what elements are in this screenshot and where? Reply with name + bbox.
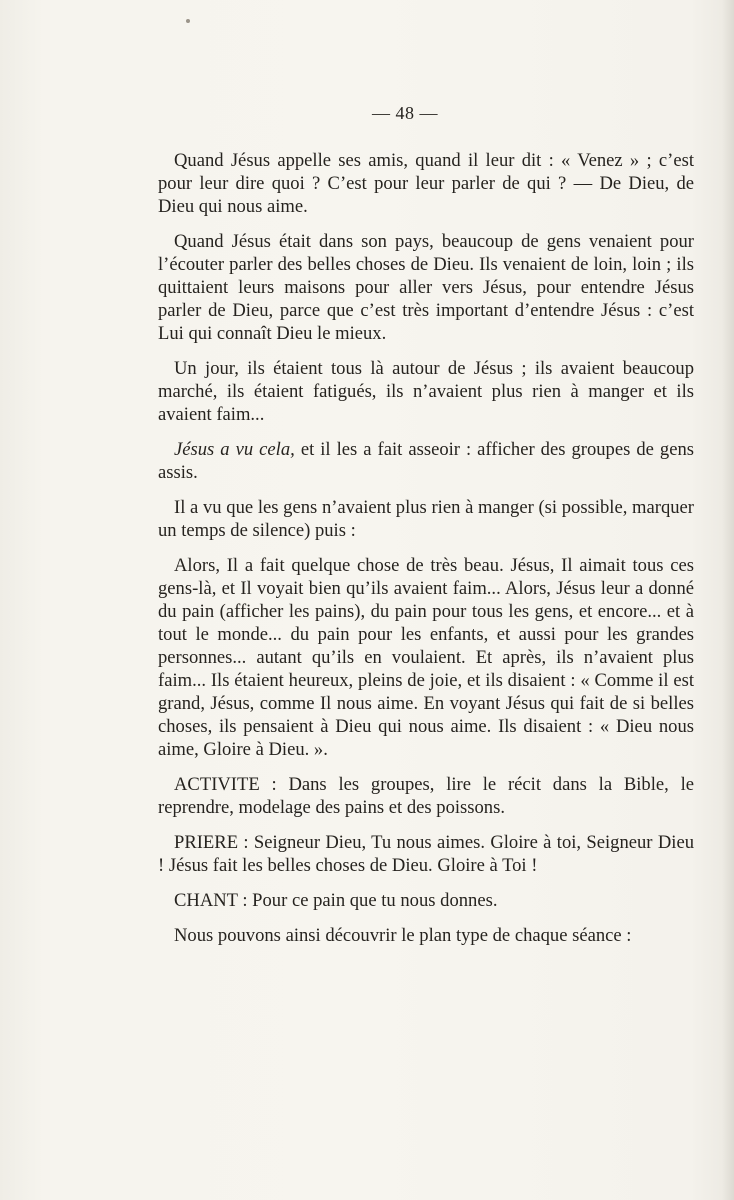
paragraph: Un jour, ils étaient tous là autour de Jésus ; ils avaient beaucoup marché, ils étaient fatigués, ils n’avaient plus rien à manger et ils avaient faim... [158, 358, 694, 425]
paper-speck [186, 19, 190, 23]
paragraph-priere: PRIERE : Seigneur Dieu, Tu nous aimes. Gloire à toi, Seigneur Dieu ! Jésus fait les belles choses de Dieu. Gloire à Toi ! [158, 832, 694, 876]
paragraph-activite: ACTIVITE : Dans les groupes, lire le récit dans la Bible, le reprendre, modelage des pains et des poissons. [158, 774, 694, 818]
paragraph: Nous pouvons ainsi découvrir le plan type de chaque séance : [174, 925, 632, 946]
body-text [158, 149, 694, 959]
italic-lead: Jésus a vu cela, [174, 439, 295, 460]
paragraph-chant: CHANT : Pour ce pain que tu nous donnes. [174, 890, 498, 911]
paragraph: Quand Jésus était dans son pays, beaucoup de gens venaient pour l’écouter parler des belles choses de Dieu. Ils venaient de loin, loin ; ils quittaient leurs maisons pour aller vers Jésus, pour entendre Jésus parler de Dieu, parce que c’est très important d’entendre Jésus : c’est Lui qui connaît Dieu le mieux. [158, 231, 694, 344]
paragraph-rest: et il les a fait asseoir : afficher des groupes de gens assis. [158, 439, 694, 483]
page-number: — 48 — [372, 103, 438, 123]
paragraph [158, 438, 694, 484]
paragraph: Il a vu que les gens n’avaient plus rien à manger (si possible, marquer un temps de silence) puis : [158, 497, 694, 541]
page-edge-shadow [722, 0, 734, 1200]
paragraph: Quand Jésus appelle ses amis, quand il leur dit : « Venez » ; c’est pour leur dire quoi ? C’est pour leur parler de qui ? — De Dieu, de Dieu qui nous aime. [158, 150, 694, 217]
paragraph: Alors, Il a fait quelque chose de très beau. Jésus, Il aimait tous ces gens-là, et Il voyait bien qu’ils avaient faim... Alors, Jésus leur a donné du pain (afficher les pains), du pain pour tous les gens, et encore... et à tout le monde... du pain pour les enfants, et aussi pour les grandes personnes... autant qu’ils en voulaient. Et après, ils n’avaient plus faim... Ils étaient heureux, pleins de joie, et ils disaient : « Comme il est grand, Jésus, comme Il nous aime. En voyant Jésus qui fait de si belles choses, ils pensaient à Dieu qui nous aime. Ils disaient : « Dieu nous aime, Gloire à Dieu. ». [158, 555, 694, 760]
